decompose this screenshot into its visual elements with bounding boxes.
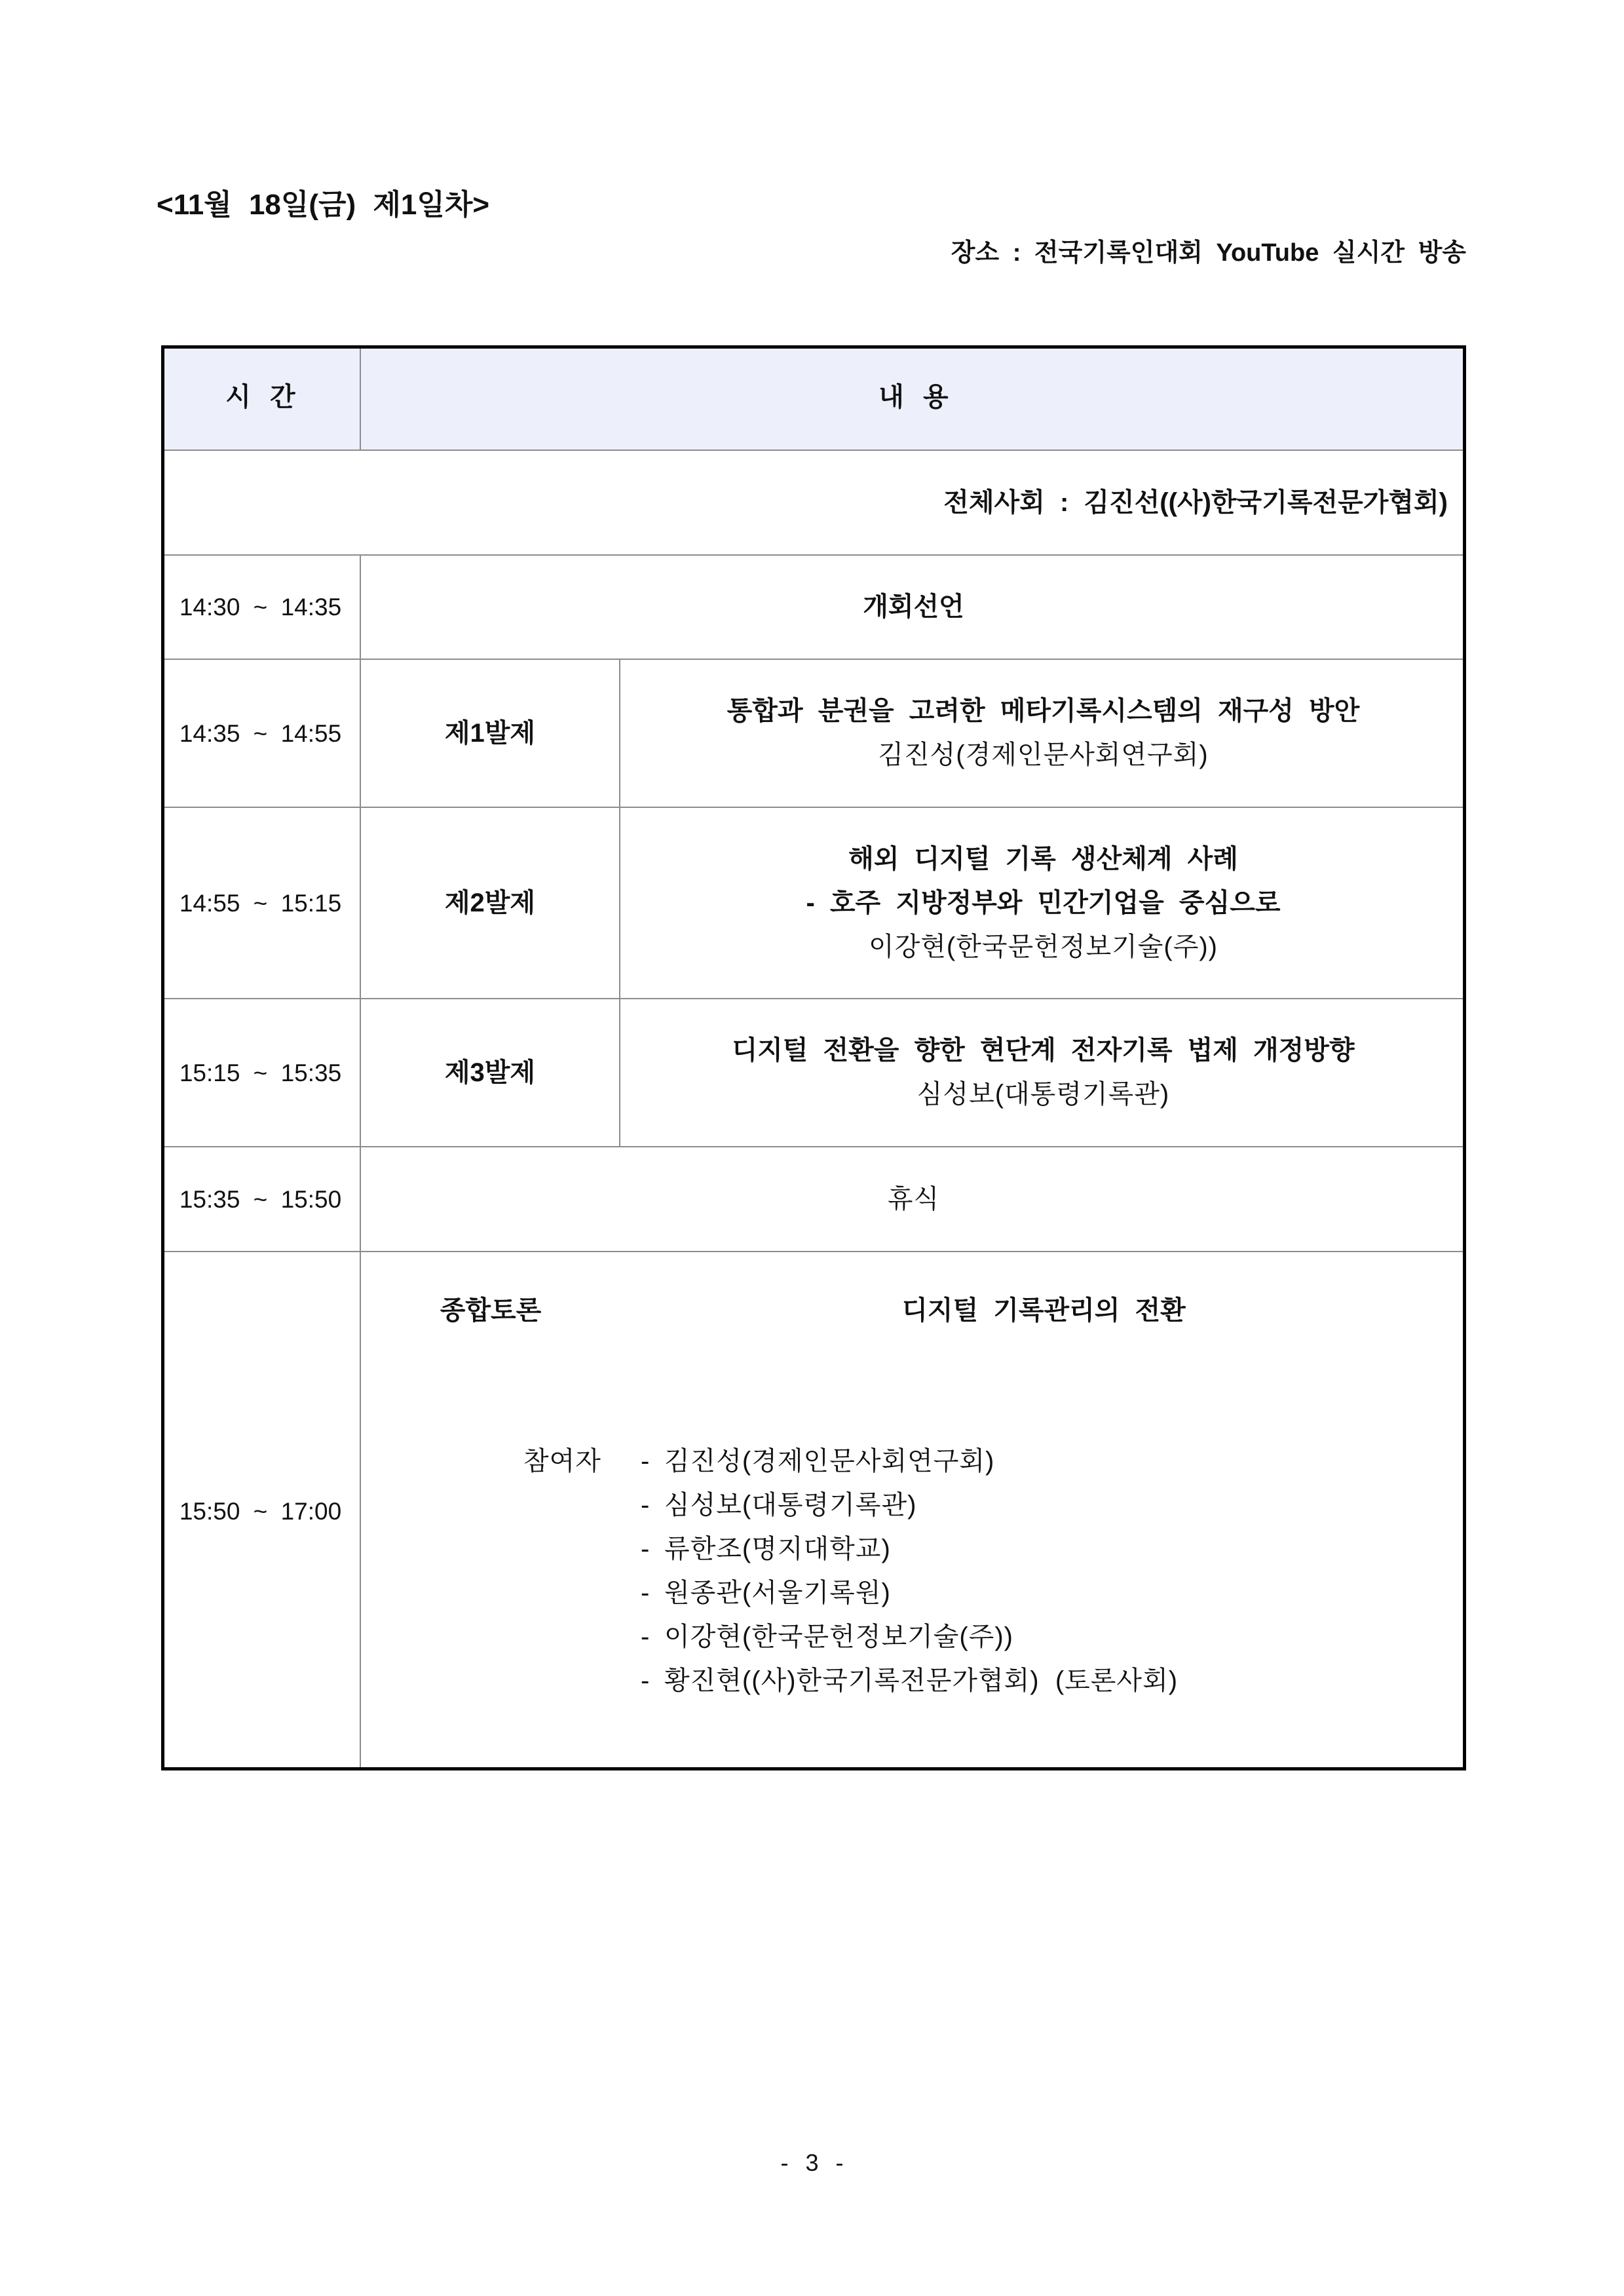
time-cell [161,554,360,659]
content-cell [619,998,1466,1146]
header-content-cell [360,345,1466,450]
participant-item [641,1615,1013,1659]
time-cell [161,1146,360,1251]
session-speaker: 이강현(한국문헌정보기술(주)) [869,932,1218,961]
mc-row [161,450,1466,554]
page-number: - 3 - [780,2149,844,2176]
session-label-cell [360,659,619,807]
participant-item [641,1659,1178,1703]
participant-bullet: - [641,1622,650,1651]
break-label: 휴식 [887,1184,940,1214]
time-text: 14:30 ~ 14:35 [179,594,342,621]
participant-name: 황진현((사)한국기록전문가협회) (토론사회) [664,1666,1179,1695]
venue-line: 장소 : 전국기록인대회 YouTube 실시간 방송 [951,239,1466,267]
schedule-table [161,345,1466,1770]
participant-name: 김진성(경제인문사회연구회) [664,1447,995,1476]
participant-name: 심성보(대통령기록관) [664,1491,917,1520]
time-text: 15:50 ~ 17:00 [179,1498,342,1525]
participants-label: 참여자 [523,1447,601,1476]
participant-name: 이강현(한국문헌정보기술(주)) [664,1622,1013,1651]
participant-name: 원종관(서울기록원) [664,1578,891,1607]
session-label: 종합토론 [440,1296,542,1325]
time-text: 15:35 ~ 15:50 [179,1185,342,1213]
time-text: 14:35 ~ 14:55 [179,719,342,747]
participant-item [641,1571,891,1615]
session-label-cell [360,807,619,998]
content-cell [619,659,1466,807]
time-cell [161,659,360,807]
time-text: 14:55 ~ 15:15 [179,889,342,917]
header-time-label: 시 간 [225,383,295,411]
participant-bullet: - [641,1666,650,1695]
day-title: <11월 18일(금) 제1일차> [157,189,490,221]
participant-bullet: - [641,1491,650,1520]
time-cell [161,998,360,1146]
participant-bullet: - [641,1535,650,1563]
header-content-label: 내 용 [878,383,949,411]
time-cell [161,1251,360,1770]
session-speaker: 김진성(경제인문사회연구회) [878,740,1209,769]
session-label: 제3발제 [444,1058,536,1087]
participant-name: 류한조(명지대학교) [664,1535,891,1563]
header-time-cell [161,345,360,450]
participant-item [641,1440,994,1483]
session-speaker: 심성보(대통령기록관) [916,1080,1170,1109]
participant-bullet: - [641,1447,650,1476]
session-subtitle: - 호주 지방정부와 민간기업을 중심으로 [806,888,1281,917]
session-title: 해외 디지털 기록 생산체계 사례 [848,844,1238,873]
session-title: 디지털 기록관리의 전환 [902,1296,1186,1325]
session-title: 디지털 전환을 향한 현단계 전자기록 법제 개정방향 [732,1036,1355,1065]
time-cell [161,807,360,998]
session-label-cell [360,998,619,1146]
content-cell [360,554,1466,659]
participant-item [641,1527,891,1571]
content-cell [619,807,1466,998]
participant-item [641,1483,916,1527]
time-text: 15:15 ~ 15:35 [179,1059,342,1086]
session-title: 개회선언 [863,592,964,621]
discussion-cell [360,1251,1466,1770]
session-label: 제1발제 [444,718,536,748]
mc-text: 전체사회 : 김진선((사)한국기록전문가협회) [943,488,1448,517]
content-cell [360,1146,1466,1251]
session-label: 제2발제 [444,888,536,917]
participant-bullet: - [641,1578,650,1607]
session-title: 통합과 분권을 고려한 메타기록시스템의 재구성 방안 [727,697,1360,725]
